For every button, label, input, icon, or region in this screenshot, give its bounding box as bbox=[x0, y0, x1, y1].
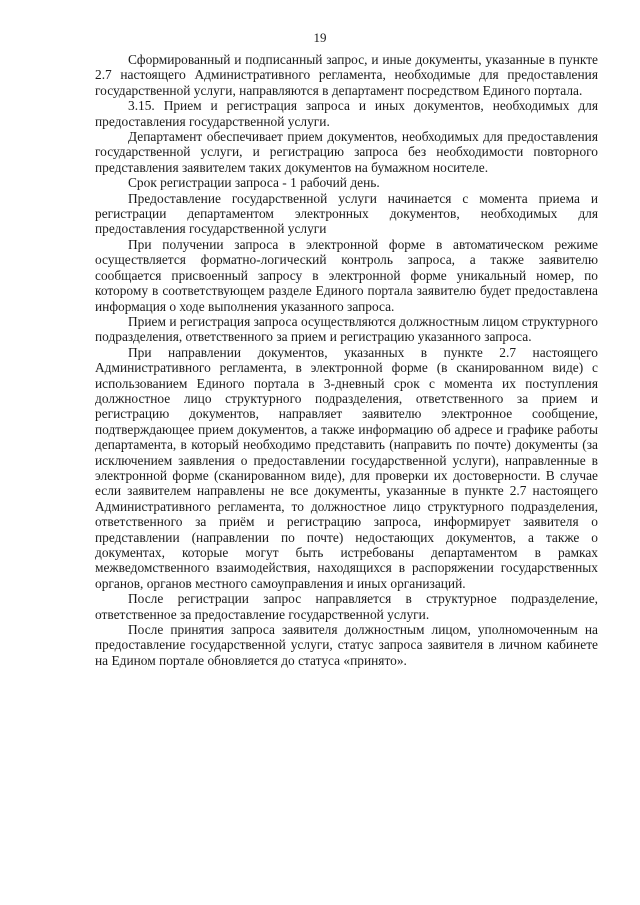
paragraph-responsible-official: Прием и регистрация запроса осуществляются должностным лицом структурного подразделения, ответственного за прием и регистрацию указанного запроса. bbox=[95, 313, 598, 345]
document-body bbox=[95, 52, 598, 668]
paragraph-status-accepted: После принятия запроса заявителя должностным лицом, уполномоченным на предоставление государственной услуги, статус запроса заявителя в личном кабинете на Едином портале обновляется до статуса «принято». bbox=[95, 622, 598, 668]
paragraph-request-submission: Сформированный и подписанный запрос, и иные документы, указанные в пункте 2.7 настоящего Административного регламента, необходимые для предоставления государственной услуги, направляются в департамент посредством Единого портала. bbox=[95, 52, 598, 98]
paragraph-section-3-15-heading: 3.15. Прием и регистрация запроса и иных документов, необходимых для предоставления государственной услуги. bbox=[95, 98, 598, 129]
paragraph-department-acceptance: Департамент обеспечивает прием документов, необходимых для предоставления государственной услуги, и регистрацию запроса без необходимости повторного представления заявителем таких документов на бумажном носителе. bbox=[95, 129, 598, 175]
paragraph-registration-term: Срок регистрации запроса - 1 рабочий день. bbox=[128, 175, 380, 191]
paragraph-after-registration: После регистрации запрос направляется в структурное подразделение, ответственное за предоставление государственной услуги. bbox=[95, 591, 598, 622]
page-number: 19 bbox=[313, 30, 327, 45]
paragraph-service-start: Предоставление государственной услуги начинается с момента приема и регистрации департаментом электронных документов, необходимых для предоставления государственной услуги bbox=[95, 190, 598, 237]
paragraph-scanned-documents: При направлении документов, указанных в пункте 2.7 настоящего Административного регламента, в электронной форме (в сканированном виде) с использованием Единого портала в 3-дневный срок с момента их поступления должностное лицо структурного подразделения, ответственного за прием и регистрацию документов, направляет заявителю электронное сообщение, подтверждающее прием документов, а также информацию об адресе и графике работы департамента, в который необходимо представить (направить по почте) документы (за исключением заявления о предоставлении государственной услуги), направленные в электронной форме (сканированном виде), для проверки их достоверности. В случае если заявителем направлены не все документы, указанные в пункте 2.7 настоящего Административного регламента, то должностное лицо структурного подразделения, ответственного за приём и регистрацию запроса, информирует заявителя о представлении (направлении по почте) недостающих документов, а также о документах, которые могут быть истребованы департаментом в рамках межведомственного взаимодействия, находящихся в распоряжении государственных органов, органов местного самоуправления и иных организаций. bbox=[95, 344, 598, 591]
paragraph-format-logic-control: При получении запроса в электронной форме в автоматическом режиме осуществляется форматно-логический контроль запроса, а также заявителю сообщается присвоенный запросу в электронной форме уникальный номер, по которому в соответствующем разделе Единого портала заявителю будет предоставлена информация о ходе выполнения указанного запроса. bbox=[95, 236, 598, 314]
